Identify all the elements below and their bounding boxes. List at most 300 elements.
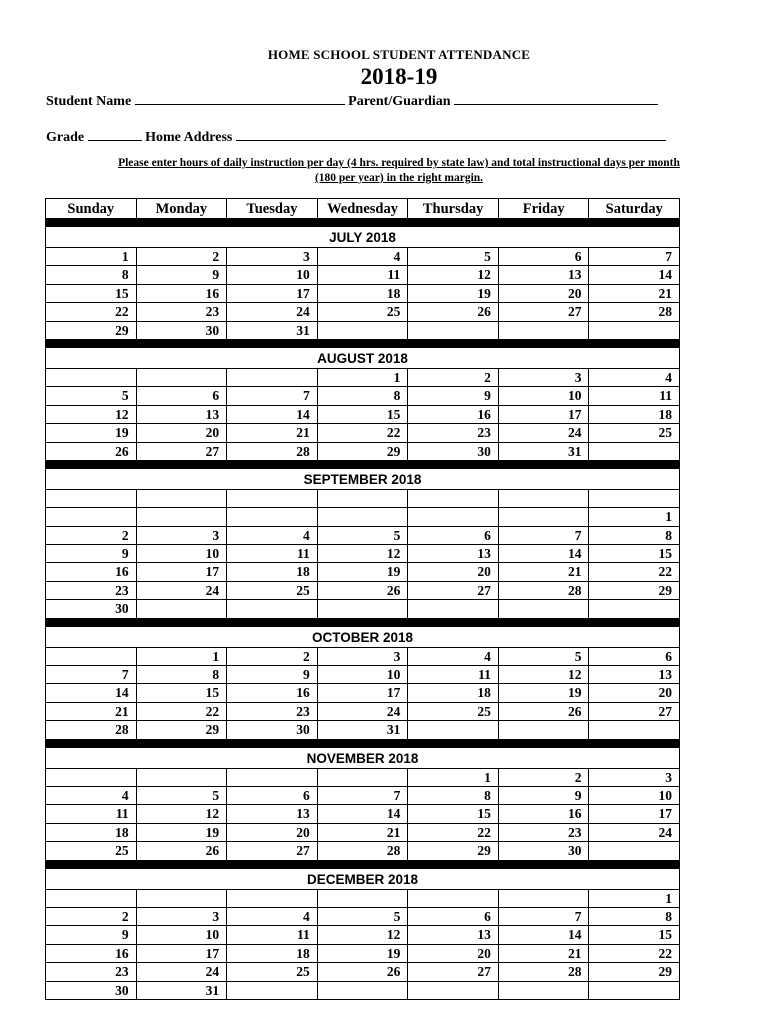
weekday-wednesday: Wednesday [318,199,409,218]
month-name: JULY 2018 [46,227,679,248]
form-title: HOME SCHOOL STUDENT ATTENDANCE [267,47,531,62]
day-cell [408,721,499,738]
month-name: SEPTEMBER 2018 [46,469,679,490]
day-cell: 25 [408,703,499,720]
day-cell: 13 [227,805,318,822]
weekday-thursday: Thursday [408,199,499,218]
day-cell: 7 [499,527,590,544]
day-cell: 21 [227,424,318,441]
day-cell: 22 [137,703,228,720]
day-cell: 7 [665,249,673,264]
day-cell: 10 [318,666,409,683]
month-divider [46,861,679,869]
day-cell: 17 [137,563,228,580]
day-cell [499,982,590,999]
day-cell [589,443,679,460]
day-cell [318,322,409,339]
day-cell [318,508,409,525]
day-cell: 6 [499,248,590,265]
day-cell: 19 [499,684,590,701]
day-cell: 20 [658,685,673,701]
week-row [46,666,679,684]
day-cell [137,508,228,525]
day-cell: 4 [227,908,318,925]
day-cell: 29 [137,721,228,738]
day-cell [499,721,590,738]
day-cell [589,982,679,999]
day-cell: 8 [137,666,228,683]
day-cell: 17 [227,285,318,302]
day-cell [408,322,499,339]
day-cell: 16 [46,563,137,580]
day-cell: 23 [408,424,499,441]
day-cell [137,769,228,786]
week-row [46,926,679,944]
day-cell: 4 [46,787,137,804]
day-cell [499,890,590,907]
day-cell: 28 [227,443,318,460]
day-cell [589,721,679,738]
day-cell: 23 [46,963,137,980]
day-cell: 23 [227,703,318,720]
day-cell: 21 [318,824,409,841]
day-cell: 15 [137,684,228,701]
month-block [45,461,680,619]
day-cell: 25 [658,425,673,441]
day-cell [408,600,499,617]
day-cell: 31 [499,443,590,460]
day-cell: 1 [408,769,499,786]
day-cell: 12 [318,926,409,943]
week-row [46,945,679,963]
day-cell: 3 [137,527,228,544]
day-cell [227,890,318,907]
day-cell: 27 [499,303,590,320]
day-cell: 4 [227,527,318,544]
day-cell: 23 [46,582,137,599]
day-cell: 15 [46,285,137,302]
day-cell: 28 [318,842,409,859]
day-cell [499,490,590,507]
day-cell: 22 [46,303,137,320]
month-name: AUGUST 2018 [46,348,679,369]
day-cell: 21 [46,703,137,720]
day-cell: 12 [408,266,499,283]
day-cell [589,322,679,339]
day-cell: 16 [499,805,590,822]
day-cell: 26 [318,963,409,980]
day-cell [408,508,499,525]
week-row [46,443,679,461]
month-divider [46,461,679,469]
day-cell: 30 [137,322,228,339]
day-cell: 21 [658,285,673,301]
day-cell [499,600,590,617]
day-cell: 7 [227,387,318,404]
day-cell: 27 [658,703,673,719]
day-cell [318,982,409,999]
day-cell: 22 [318,424,409,441]
week-row [46,508,679,526]
day-cell: 30 [46,982,137,999]
day-cell: 16 [227,684,318,701]
day-cell: 28 [499,582,590,599]
day-cell: 11 [227,926,318,943]
day-cell: 25 [227,582,318,599]
day-cell: 30 [408,443,499,460]
day-cell: 31 [227,322,318,339]
week-row [46,963,679,981]
day-cell: 20 [408,945,499,962]
week-row [46,684,679,702]
week-row [46,842,679,860]
day-cell: 29 [658,964,673,980]
day-cell: 27 [408,582,499,599]
day-cell: 11 [659,388,673,404]
day-cell [408,890,499,907]
day-cell: 3 [137,908,228,925]
day-cell [589,842,679,859]
day-cell: 26 [137,842,228,859]
day-cell: 6 [408,527,499,544]
day-cell: 9 [46,926,137,943]
day-cell: 12 [137,805,228,822]
day-cell: 7 [46,666,137,683]
day-cell: 28 [46,721,137,738]
day-cell: 29 [658,582,673,598]
day-cell: 6 [137,387,228,404]
instructions [84,156,714,186]
day-cell [227,600,318,617]
day-cell: 29 [46,322,137,339]
day-cell [318,490,409,507]
month-name: DECEMBER 2018 [46,869,679,890]
day-cell: 17 [137,945,228,962]
week-row [46,490,679,508]
day-cell [408,490,499,507]
day-cell: 1 [665,509,673,525]
day-cell: 2 [499,769,590,786]
day-cell [46,508,137,525]
day-cell: 10 [658,787,673,803]
day-cell: 7 [318,787,409,804]
day-cell: 30 [499,842,590,859]
day-cell: 20 [137,424,228,441]
student-name-label: Student Name [46,94,132,109]
day-cell: 20 [408,563,499,580]
day-cell: 24 [137,963,228,980]
day-cell [499,322,590,339]
day-cell: 10 [137,926,228,943]
day-cell: 5 [408,248,499,265]
day-cell: 10 [227,266,318,283]
day-cell: 11 [408,666,499,683]
day-cell [499,508,590,525]
name-line [46,92,658,110]
day-cell: 3 [499,369,590,386]
day-cell: 8 [408,787,499,804]
day-cell: 25 [46,842,137,859]
month-divider [46,740,679,748]
day-cell [318,600,409,617]
day-cell: 25 [227,963,318,980]
day-cell: 22 [658,945,673,961]
day-cell [227,508,318,525]
week-row [46,908,679,926]
day-cell: 20 [499,285,590,302]
address-field[interactable] [236,128,666,141]
day-cell: 10 [137,545,228,562]
grade-label: Grade [46,130,85,145]
day-cell: 5 [137,787,228,804]
day-cell: 5 [499,648,590,665]
day-cell: 11 [227,545,318,562]
day-cell [408,982,499,999]
day-cell [227,369,318,386]
day-cell: 25 [318,303,409,320]
day-cell: 9 [46,545,137,562]
day-cell: 8 [318,387,409,404]
day-cell: 1 [46,248,137,265]
day-cell [46,890,137,907]
day-cell [318,890,409,907]
month-block [45,219,680,340]
day-cell: 31 [137,982,228,999]
day-cell: 21 [499,563,590,580]
day-cell: 8 [46,266,137,283]
day-cell: 8 [665,908,673,924]
day-cell [137,600,228,617]
day-cell: 5 [318,527,409,544]
month-block [45,619,680,740]
day-cell: 18 [46,824,137,841]
week-row [46,805,679,823]
week-row [46,824,679,842]
day-cell: 4 [665,369,673,385]
day-cell: 9 [137,266,228,283]
day-cell: 15 [408,805,499,822]
day-cell: 19 [137,824,228,841]
day-cell: 21 [499,945,590,962]
day-cell: 14 [499,545,590,562]
day-cell: 26 [499,703,590,720]
weekday-saturday: Saturday [605,201,663,217]
week-row [46,527,679,545]
month-block [45,340,680,461]
month-block [45,740,680,861]
day-cell: 10 [499,387,590,404]
week-row [46,982,679,1000]
day-cell: 16 [137,285,228,302]
day-cell: 13 [499,266,590,283]
day-cell: 18 [658,406,673,422]
day-cell: 28 [658,304,673,320]
day-cell: 9 [408,387,499,404]
day-cell: 13 [408,545,499,562]
day-cell [589,490,679,507]
month-divider [46,619,679,627]
instructions-line-1: Please enter hours of daily instruction per day (4 hrs. required by state law) and total instructional days per month [118,157,680,169]
month-divider [46,219,679,227]
day-cell: 7 [499,908,590,925]
day-cell: 5 [46,387,137,404]
day-cell [46,369,137,386]
day-cell: 18 [408,684,499,701]
week-row [46,248,679,266]
weekday-header [45,198,680,219]
day-cell: 24 [499,424,590,441]
day-cell: 15 [658,546,673,562]
day-cell: 23 [137,303,228,320]
day-cell: 27 [137,443,228,460]
day-cell: 24 [318,703,409,720]
day-cell [227,982,318,999]
week-row [46,600,679,618]
day-cell: 6 [665,648,673,664]
day-cell: 17 [318,684,409,701]
day-cell: 26 [46,443,137,460]
day-cell: 30 [46,600,137,617]
week-row [46,303,679,321]
day-cell: 24 [658,824,673,840]
week-row [46,424,679,442]
day-cell: 19 [318,945,409,962]
day-cell: 23 [499,824,590,841]
day-cell: 2 [137,248,228,265]
day-cell [227,490,318,507]
day-cell: 24 [137,582,228,599]
week-row [46,322,679,340]
day-cell: 12 [318,545,409,562]
day-cell [137,890,228,907]
day-cell: 12 [499,666,590,683]
day-cell: 11 [46,805,137,822]
week-row [46,266,679,284]
week-row [46,285,679,303]
student-name-field[interactable] [135,92,345,105]
day-cell: 14 [499,926,590,943]
day-cell: 29 [408,842,499,859]
address-label: Home Address [145,130,233,145]
day-cell: 3 [665,769,673,785]
day-cell: 16 [46,945,137,962]
day-cell: 11 [318,266,409,283]
day-cell: 20 [227,824,318,841]
day-cell: 18 [227,945,318,962]
school-year: 2018-19 [360,64,438,89]
week-row [46,769,679,787]
parent-label: Parent/Guardian [348,94,451,109]
weekday-friday: Friday [499,199,590,218]
day-cell: 6 [227,787,318,804]
day-cell: 16 [408,406,499,423]
week-row [46,406,679,424]
day-cell [46,769,137,786]
day-cell: 1 [318,369,409,386]
day-cell [46,648,137,665]
week-row [46,563,679,581]
day-cell: 2 [227,648,318,665]
day-cell: 6 [408,908,499,925]
week-row [46,721,679,739]
day-cell [318,769,409,786]
day-cell [137,369,228,386]
day-cell: 2 [46,527,137,544]
month-name: NOVEMBER 2018 [46,748,679,769]
day-cell: 26 [318,582,409,599]
instructions-line-2: (180 per year) in the right margin. [314,172,484,184]
day-cell: 13 [137,406,228,423]
week-row [46,582,679,600]
month-divider [46,340,679,348]
grade-line [46,128,666,146]
day-cell [46,490,137,507]
weekday-tuesday: Tuesday [227,199,318,218]
day-cell: 14 [227,406,318,423]
day-cell: 31 [318,721,409,738]
weekday-monday: Monday [137,199,228,218]
day-cell: 14 [318,805,409,822]
day-cell: 2 [46,908,137,925]
day-cell: 1 [665,890,673,906]
day-cell: 30 [227,721,318,738]
week-row [46,787,679,805]
day-cell [589,600,679,617]
parent-field[interactable] [454,92,658,105]
day-cell: 19 [408,285,499,302]
week-row [46,648,679,666]
day-cell: 2 [408,369,499,386]
attendance-calendar [45,198,680,1000]
day-cell [227,769,318,786]
week-row [46,545,679,563]
day-cell: 9 [227,666,318,683]
month-block [45,861,680,1000]
day-cell: 15 [318,406,409,423]
day-cell: 27 [227,842,318,859]
day-cell: 17 [658,806,673,822]
day-cell: 3 [318,648,409,665]
day-cell: 15 [658,927,673,943]
week-row [46,890,679,908]
day-cell: 28 [499,963,590,980]
month-name: OCTOBER 2018 [46,627,679,648]
day-cell: 22 [658,564,673,580]
day-cell: 24 [227,303,318,320]
day-cell: 27 [408,963,499,980]
day-cell: 18 [227,563,318,580]
day-cell: 29 [318,443,409,460]
day-cell: 5 [318,908,409,925]
day-cell: 22 [408,824,499,841]
day-cell: 12 [46,406,137,423]
grade-field[interactable] [88,128,142,141]
day-cell: 13 [658,667,673,683]
day-cell: 1 [137,648,228,665]
day-cell: 14 [46,684,137,701]
week-row [46,369,679,387]
day-cell: 4 [408,648,499,665]
day-cell: 26 [408,303,499,320]
day-cell: 9 [499,787,590,804]
day-cell: 8 [665,527,673,543]
day-cell: 4 [318,248,409,265]
week-row [46,387,679,405]
day-cell: 13 [408,926,499,943]
day-cell: 17 [499,406,590,423]
week-row [46,703,679,721]
day-cell [137,490,228,507]
